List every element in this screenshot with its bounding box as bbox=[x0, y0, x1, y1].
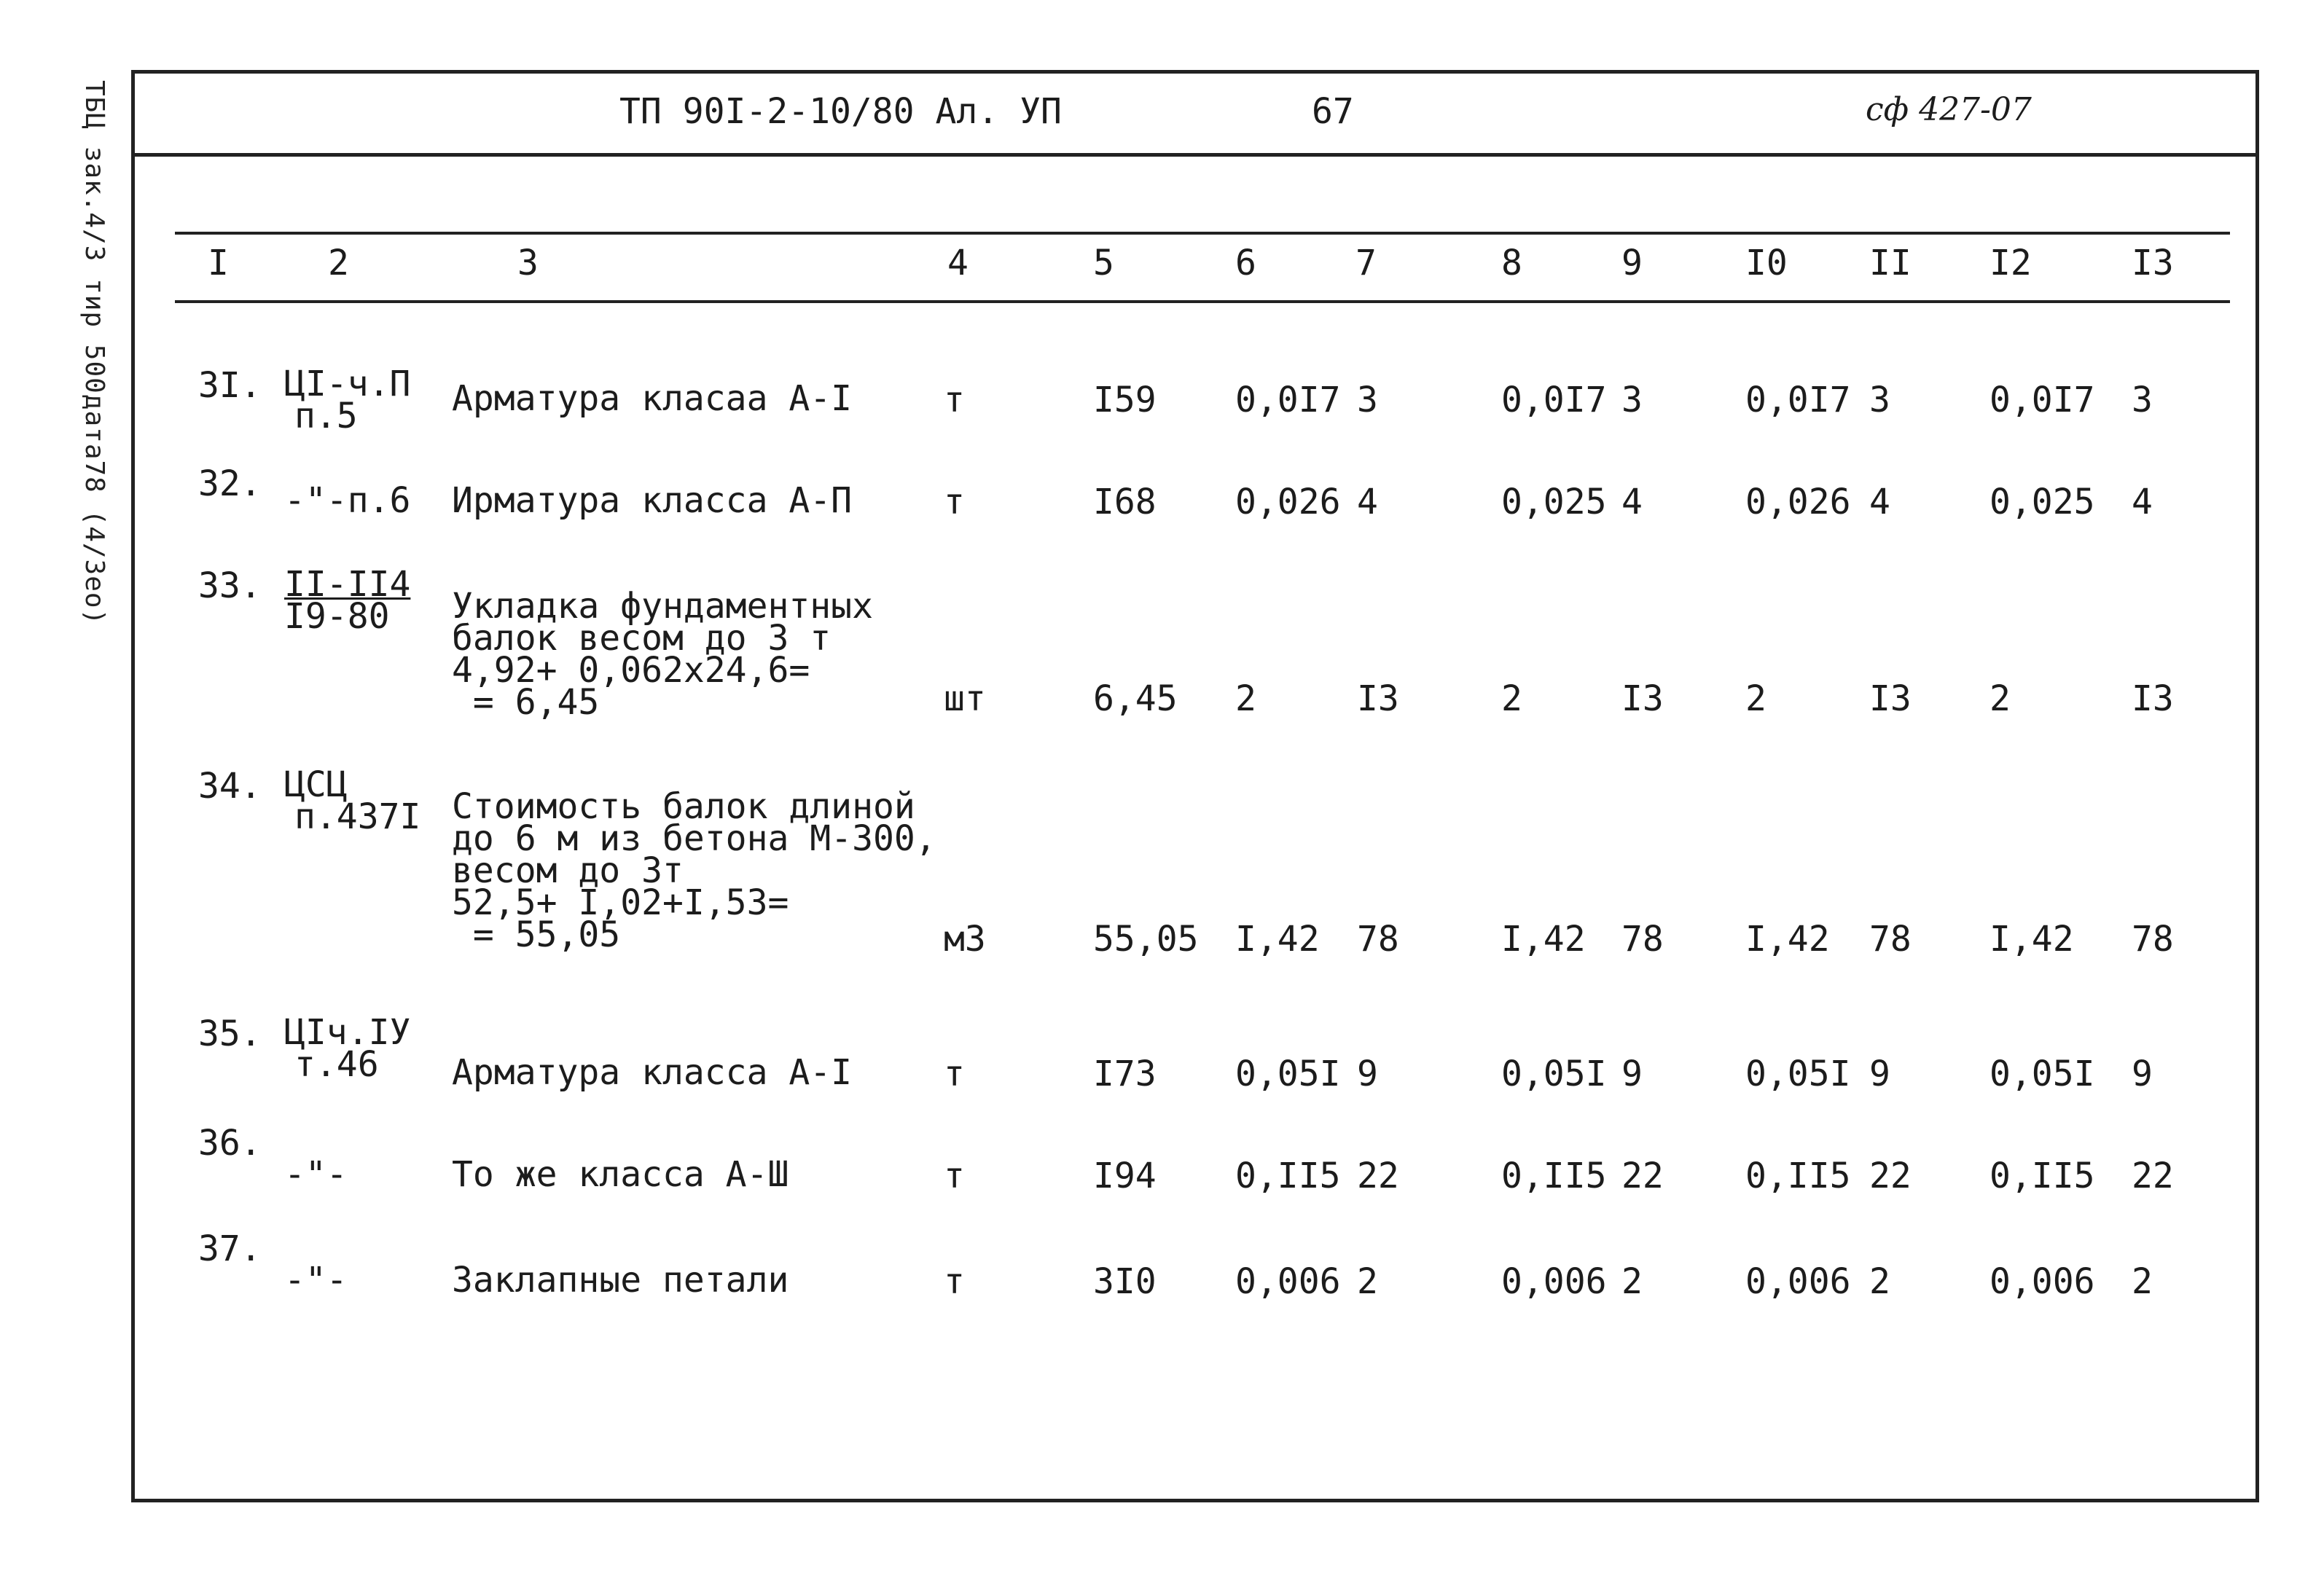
value-13: I3 bbox=[2132, 678, 2174, 719]
value-12: 0,0I7 bbox=[1990, 380, 2095, 420]
work-description bbox=[452, 586, 873, 723]
work-description bbox=[452, 1154, 789, 1195]
value-6: 0,026 bbox=[1235, 482, 1341, 522]
norm-reference bbox=[284, 480, 411, 521]
value-12: 0,006 bbox=[1990, 1261, 2095, 1302]
norm-reference-line: -"- bbox=[284, 1260, 348, 1301]
norm-reference-line: -"- bbox=[284, 1154, 348, 1195]
column-number: 2 bbox=[328, 243, 349, 283]
unit: т bbox=[944, 482, 965, 522]
value-7: 2 bbox=[1357, 1261, 1378, 1302]
value-9: 3 bbox=[1621, 380, 1643, 420]
unit: т bbox=[944, 1054, 965, 1094]
value-7: 9 bbox=[1357, 1054, 1378, 1094]
value-13: 9 bbox=[2132, 1054, 2153, 1094]
value-13: 2 bbox=[2132, 1261, 2153, 1302]
value-8: 2 bbox=[1501, 678, 1522, 719]
value-10: 0,0I7 bbox=[1745, 380, 1851, 420]
work-description-line: Арматура класаа А-I bbox=[452, 378, 853, 419]
value-12: 0,II5 bbox=[1990, 1156, 2095, 1196]
norm-reference bbox=[284, 1012, 411, 1085]
value-7: 22 bbox=[1357, 1156, 1399, 1196]
value-7: 4 bbox=[1357, 482, 1378, 522]
value-8: 0,0I7 bbox=[1501, 380, 1607, 420]
value-13: 22 bbox=[2132, 1156, 2174, 1196]
value-7: 78 bbox=[1357, 919, 1399, 960]
value-6: 2 bbox=[1235, 678, 1256, 719]
norm-reference-line: -"-п.6 bbox=[284, 480, 411, 521]
value-9: 2 bbox=[1621, 1261, 1643, 1302]
value-6: 0,05I bbox=[1235, 1054, 1341, 1094]
value-10: 0,006 bbox=[1745, 1261, 1851, 1302]
work-description-line: 52,5+ I,02+I,53= bbox=[452, 882, 789, 923]
value-13: 3 bbox=[2132, 380, 2153, 420]
column-number: I2 bbox=[1990, 243, 2032, 283]
work-description-line: балок весом до 3 т bbox=[452, 618, 832, 659]
norm-reference-line: ЦI-ч.П bbox=[284, 364, 411, 404]
document-code: ТП 90I-2-10/80 Ал. УП bbox=[619, 91, 1062, 132]
column-number: 6 bbox=[1235, 243, 1256, 283]
column-number: I bbox=[208, 243, 229, 283]
column-number: II bbox=[1869, 243, 1912, 283]
value-10: 0,05I bbox=[1745, 1054, 1851, 1094]
value-10: 0,026 bbox=[1745, 482, 1851, 522]
row-number: 32. bbox=[198, 463, 262, 504]
norm-reference bbox=[284, 1260, 348, 1301]
value-12: 0,025 bbox=[1990, 482, 2095, 522]
column-number: 3 bbox=[517, 243, 539, 283]
norm-reference-line: I9-80 bbox=[284, 596, 390, 637]
column-number: 4 bbox=[947, 243, 969, 283]
row-number: 35. bbox=[198, 1013, 262, 1054]
work-description bbox=[452, 1260, 789, 1301]
column-number: 8 bbox=[1501, 243, 1522, 283]
value-9: 22 bbox=[1621, 1156, 1664, 1196]
value-13: 4 bbox=[2132, 482, 2153, 522]
norm-reference-line: п.437I bbox=[294, 796, 421, 837]
column-number: I3 bbox=[2132, 243, 2174, 283]
value-12: I,42 bbox=[1990, 919, 2074, 960]
value-12: 0,05I bbox=[1990, 1054, 2095, 1094]
unit: шт bbox=[944, 678, 986, 719]
norm-reference bbox=[284, 364, 411, 436]
work-description-line: Ирматура класса А-П bbox=[452, 480, 853, 521]
work-description-line: до 6 м из бетона М-300, bbox=[452, 818, 936, 859]
value-12: 2 bbox=[1990, 678, 2011, 719]
unit: т bbox=[944, 380, 965, 420]
work-description-line: Арматура класса А-I bbox=[452, 1052, 853, 1093]
work-description bbox=[452, 480, 853, 521]
work-description-line: Стоимость балок длиной bbox=[452, 786, 915, 827]
stamp-code: сф 427-07 bbox=[1866, 91, 2032, 128]
value-9: 9 bbox=[1621, 1054, 1643, 1094]
column-number: 5 bbox=[1093, 243, 1114, 283]
value-11: 9 bbox=[1869, 1054, 1890, 1094]
work-description-line: = 55,05 bbox=[452, 914, 621, 955]
row-number: 37. bbox=[198, 1228, 262, 1269]
table-top-rule bbox=[175, 232, 2230, 235]
value-7: 3 bbox=[1357, 380, 1378, 420]
page-number: 67 bbox=[1312, 91, 1354, 132]
unit: м3 bbox=[944, 919, 986, 960]
row-number: 33. bbox=[198, 565, 262, 606]
unit-price: I94 bbox=[1093, 1156, 1157, 1196]
value-13: 78 bbox=[2132, 919, 2174, 960]
work-description-line: То же класса А-Ш bbox=[452, 1154, 789, 1195]
value-11: 4 bbox=[1869, 482, 1890, 522]
value-8: 0,006 bbox=[1501, 1261, 1607, 1302]
value-9: I3 bbox=[1621, 678, 1664, 719]
norm-reference-line: ЦIч.IУ bbox=[284, 1012, 411, 1053]
value-8: I,42 bbox=[1501, 919, 1586, 960]
norm-reference bbox=[284, 1154, 348, 1195]
norm-reference-line: т.46 bbox=[294, 1044, 379, 1085]
work-description bbox=[452, 378, 853, 419]
unit-price: 55,05 bbox=[1093, 919, 1199, 960]
unit-price: I68 bbox=[1093, 482, 1157, 522]
work-description-line: Заклапные петали bbox=[452, 1260, 789, 1301]
norm-reference-line: п.5 bbox=[294, 396, 358, 436]
work-description-line: весом до 3т bbox=[452, 850, 684, 891]
header-divider bbox=[131, 153, 2259, 157]
work-description bbox=[452, 786, 936, 955]
row-number: 34. bbox=[198, 766, 262, 807]
work-description-line: 4,92+ 0,062х24,6= bbox=[452, 650, 810, 691]
unit-price: I73 bbox=[1093, 1054, 1157, 1094]
norm-reference bbox=[284, 764, 421, 837]
value-10: 2 bbox=[1745, 678, 1767, 719]
unit: т bbox=[944, 1261, 965, 1302]
value-11: I3 bbox=[1869, 678, 1912, 719]
unit-price: I59 bbox=[1093, 380, 1157, 420]
side-archive-note: ТБЦ зак.4/3 тир 500дата78 (4/3eo) bbox=[79, 80, 109, 626]
work-description bbox=[452, 1052, 853, 1093]
unit: т bbox=[944, 1156, 965, 1196]
row-number: 3I. bbox=[198, 365, 262, 406]
norm-reference bbox=[284, 564, 411, 637]
value-8: 0,II5 bbox=[1501, 1156, 1607, 1196]
unit-price: 3I0 bbox=[1093, 1261, 1157, 1302]
column-number: 7 bbox=[1355, 243, 1377, 283]
value-8: 0,025 bbox=[1501, 482, 1607, 522]
value-9: 78 bbox=[1621, 919, 1664, 960]
value-6: I,42 bbox=[1235, 919, 1320, 960]
norm-reference-line: ЦСЦ bbox=[284, 764, 348, 805]
column-number: 9 bbox=[1621, 243, 1643, 283]
value-11: 2 bbox=[1869, 1261, 1890, 1302]
column-number: I0 bbox=[1745, 243, 1788, 283]
value-11: 22 bbox=[1869, 1156, 1912, 1196]
table-header-rule bbox=[175, 300, 2230, 303]
value-6: 0,0I7 bbox=[1235, 380, 1341, 420]
value-10: I,42 bbox=[1745, 919, 1830, 960]
unit-price: 6,45 bbox=[1093, 678, 1178, 719]
value-11: 78 bbox=[1869, 919, 1912, 960]
value-7: I3 bbox=[1357, 678, 1399, 719]
value-6: 0,II5 bbox=[1235, 1156, 1341, 1196]
row-number: 36. bbox=[198, 1123, 262, 1164]
value-10: 0,II5 bbox=[1745, 1156, 1851, 1196]
page-frame bbox=[131, 70, 2259, 1502]
value-9: 4 bbox=[1621, 482, 1643, 522]
work-description-line: Укладка фундаментных bbox=[452, 586, 873, 627]
value-11: 3 bbox=[1869, 380, 1890, 420]
work-description-line: = 6,45 bbox=[452, 682, 600, 723]
norm-reference-line: II-II4 bbox=[284, 564, 411, 605]
value-6: 0,006 bbox=[1235, 1261, 1341, 1302]
value-8: 0,05I bbox=[1501, 1054, 1607, 1094]
